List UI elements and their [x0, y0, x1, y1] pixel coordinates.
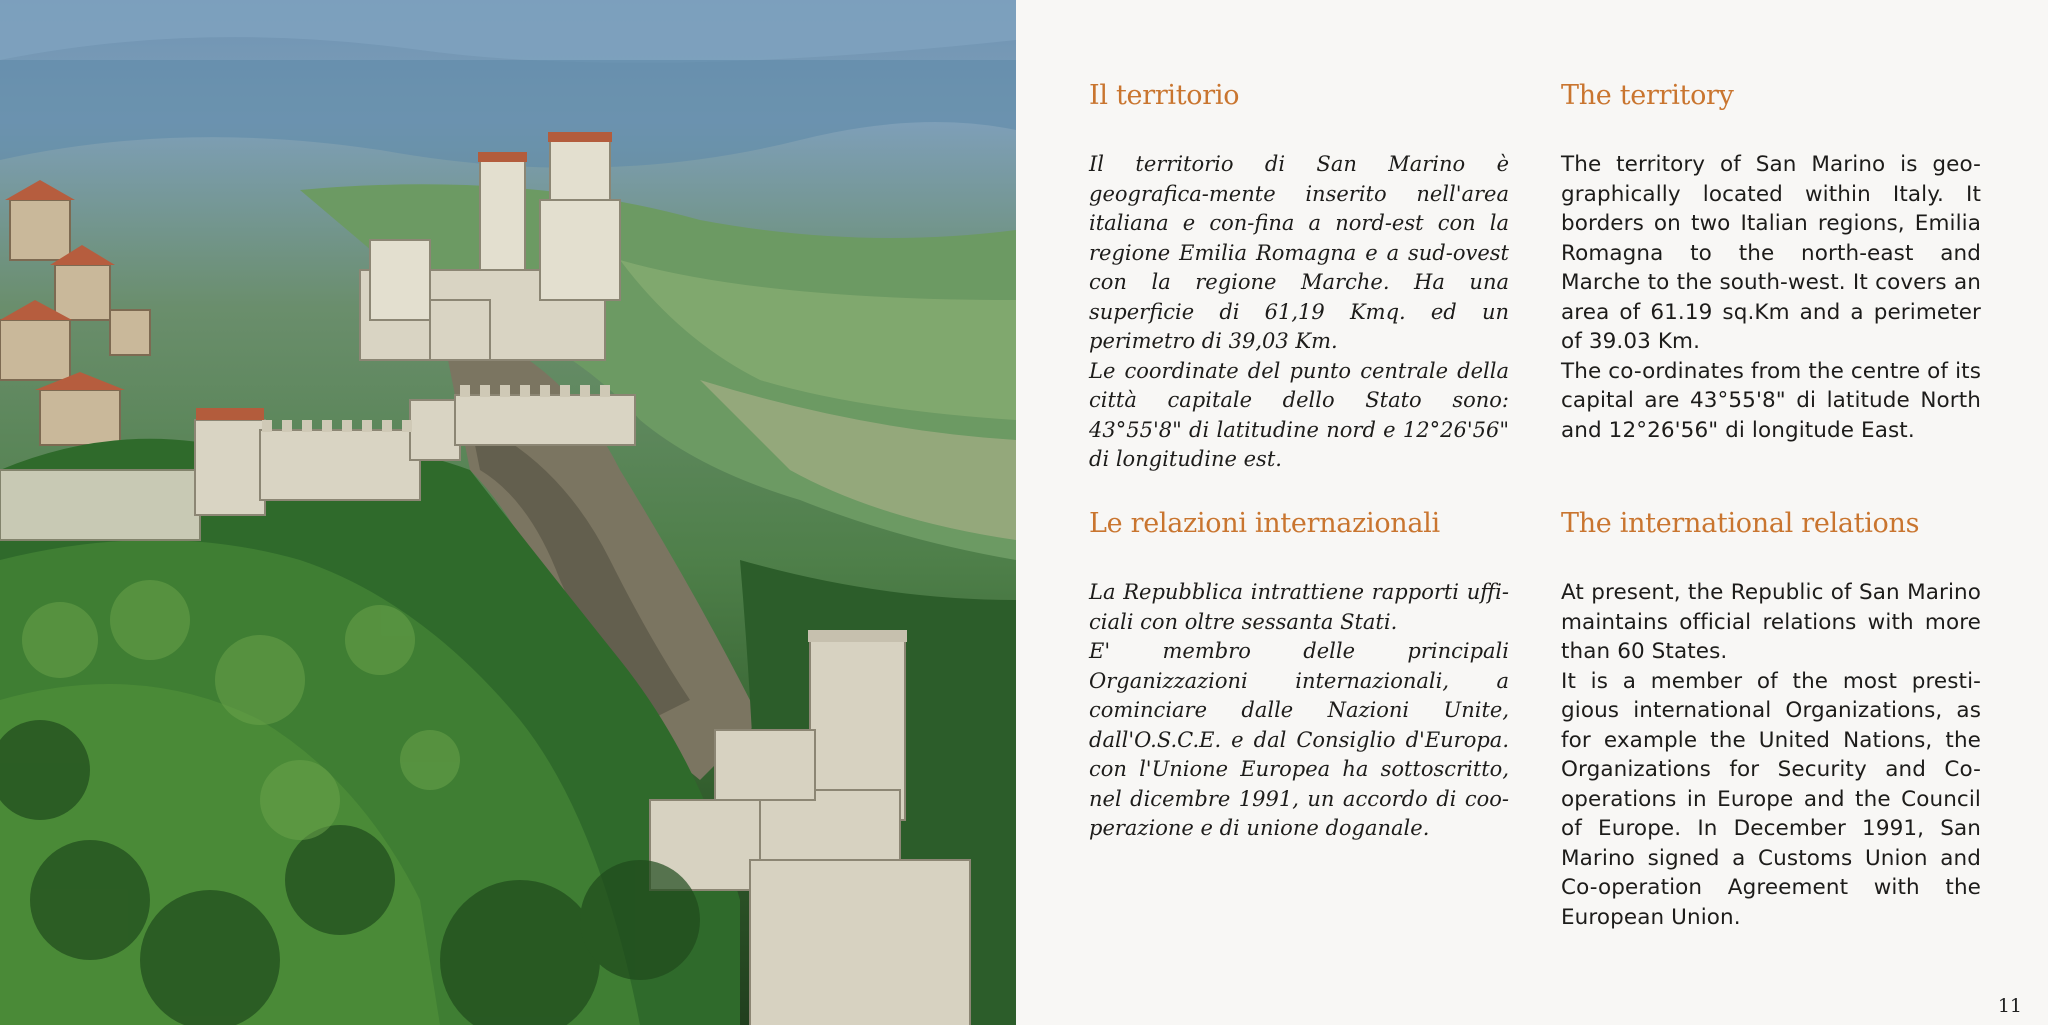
italian-territory-heading: Il territorio [1089, 80, 1240, 111]
english-relations-paragraph: At present, the Republic of San Marino maintains official relations with more than 60 States. [1561, 580, 1981, 664]
english-relations-text [1561, 578, 1981, 932]
italian-relations-text [1089, 578, 1509, 844]
english-territory-paragraph: The territory of San Marino is geo-graphically located within Italy. It borders on two Italian regions, Emilia Romagna to the north-east and Marche to the south-west. It covers an area of 61.19 sq.Km and a perimeter of 39.03 Km. [1561, 152, 1981, 354]
san-marino-towers-photo [0, 0, 1016, 1025]
english-territory-paragraph: The co-ordinates from the centre of its capital are 43°55'8" di latitude North and 12°26'56" di longitude East. [1561, 358, 1981, 443]
photo-illustration [0, 0, 1016, 1025]
italian-relations-paragraph: La Repubblica intrattiene rapporti uffi-ciali con oltre sessanta Stati. [1089, 580, 1509, 634]
english-territory-text [1561, 150, 1981, 445]
italian-relations-heading: Le relazioni internazionali [1089, 508, 1440, 539]
text-page [1016, 0, 2048, 1025]
italian-territory-text [1089, 150, 1509, 475]
english-relations-paragraph: It is a member of the most presti-gious international Organizations, as for example the United Nations, the Organizations for Security and Co-operations in Europe and the Council of Europe. In December 1991, San Marino signed a Customs Union and Co-operation Agreement with the European Union. [1561, 668, 1981, 930]
italian-territory-paragraph: Le coordinate del punto centrale della città capitale dello Stato sono: 43°55'8" di latitudine nord e 12°26'56" di longitudine est. [1089, 358, 1509, 471]
english-territory-heading: The territory [1561, 80, 1734, 111]
italian-territory-paragraph: Il territorio di San Marino è geografica-mente inserito nell'area italiana e con-fina a nord-est con la regione Emilia Romagna e a sud-ovest con la regione Marche. Ha una superficie di 61,19 Kmq. ed un perimetro di 39,03 Km. [1089, 152, 1509, 353]
english-relations-heading: The international relations [1561, 508, 1920, 539]
italian-relations-paragraph: E' membro delle principali Organizzazioni internazionali, a cominciare dalle Nazioni Unite, dall'O.S.C.E. e dal Consiglio d'Europa. con l'Unione Europea ha sottoscritto, nel dicembre 1991, un accordo di coo-perazione e di unione doganale. [1089, 639, 1509, 840]
page-number: 11 [1997, 995, 2022, 1017]
